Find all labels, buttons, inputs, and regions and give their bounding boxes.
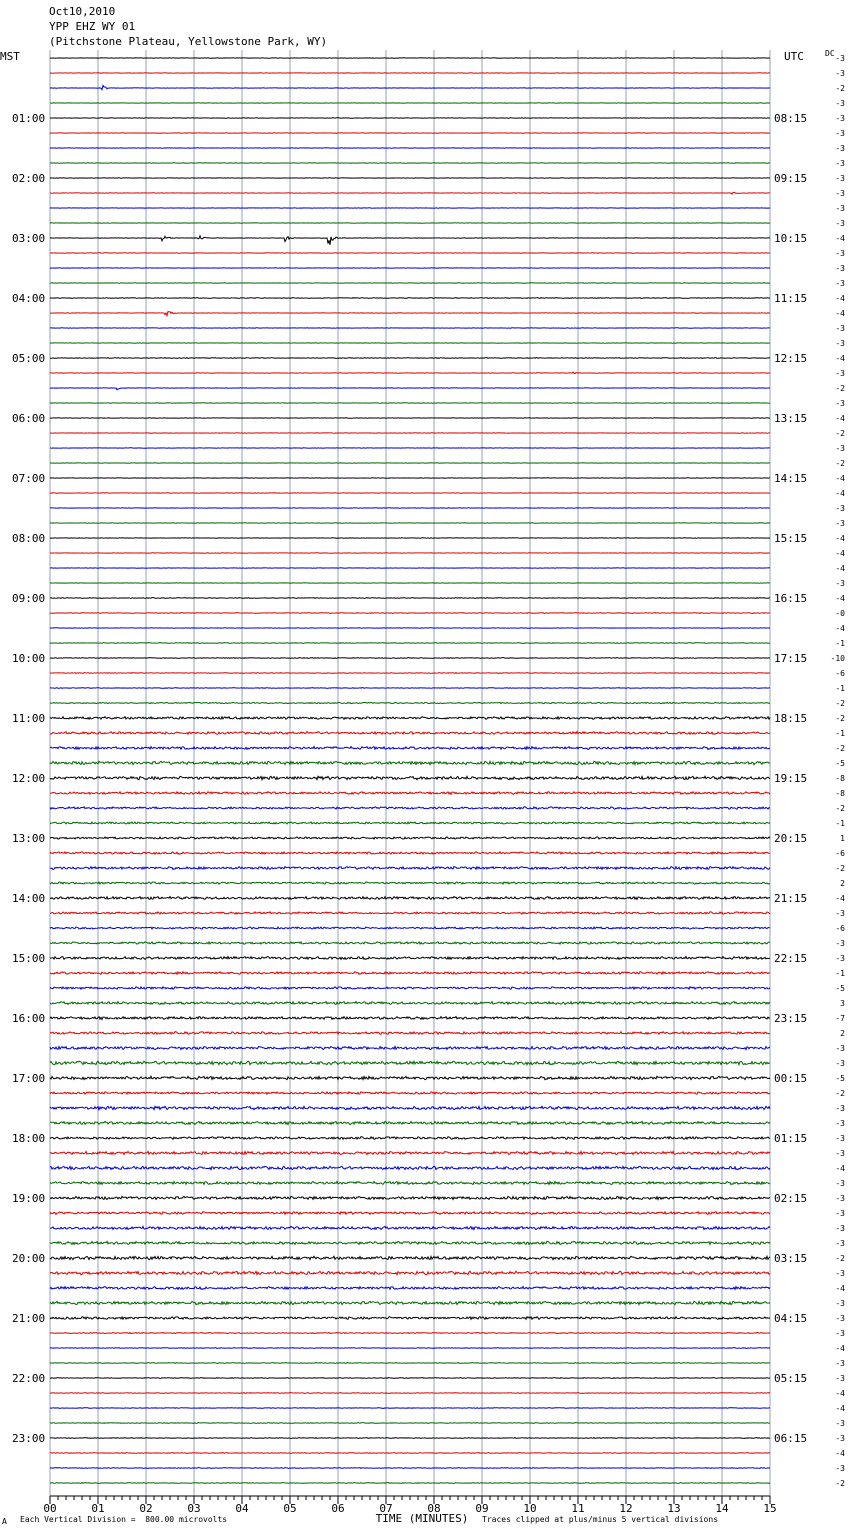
dc-offset-label: -3 (835, 1209, 845, 1218)
station-id: YPP EHZ WY 01 (49, 20, 136, 33)
hour-label-mst: 13:00 (12, 832, 46, 845)
dc-offset-label: -3 (835, 204, 845, 213)
trace-line-26 (50, 448, 770, 449)
mst-zone-label: MST (0, 50, 20, 63)
hour-label-utc: 10:15 (774, 232, 808, 245)
dc-offset-label: -3 (835, 909, 845, 918)
dc-offset-label: -3 (835, 369, 845, 378)
hour-label-utc: 14:15 (774, 472, 808, 485)
trace-line-58 (50, 927, 770, 929)
dc-offset-label: -4 (835, 894, 845, 903)
trace-line-68 (50, 1076, 770, 1079)
dc-offset-label: -3 (835, 339, 845, 348)
trace-line-5 (50, 133, 770, 134)
dc-offset-label: -3 (835, 69, 845, 78)
dc-offset-label: -3 (835, 99, 845, 108)
trace-line-34 (50, 568, 770, 569)
x-tick-label: 05 (283, 1502, 297, 1515)
dc-offset-label: -3 (835, 579, 845, 588)
trace-line-14 (50, 268, 770, 269)
dc-offset-label: -3 (835, 939, 845, 948)
trace-line-51 (50, 822, 770, 824)
dc-offset-label: -4 (835, 624, 845, 633)
trace-line-82 (50, 1287, 770, 1290)
dc-offset-label: -3 (835, 1434, 845, 1443)
trace-line-43 (50, 702, 770, 703)
hour-label-mst: 20:00 (12, 1252, 46, 1265)
trace-line-47 (50, 761, 770, 764)
x-tick-label: 11 (571, 1502, 585, 1515)
dc-offset-label: -4 (835, 549, 845, 558)
trace-line-3 (50, 103, 770, 104)
dc-offset-label: -4 (835, 474, 845, 483)
dc-offset-label: -1 (835, 819, 845, 828)
trace-line-87 (50, 1363, 770, 1364)
hour-label-utc: 06:15 (774, 1432, 808, 1445)
dc-offset-label: -4 (835, 414, 845, 423)
dc-offset-label: -3 (835, 1134, 845, 1143)
trace-line-70 (50, 1106, 770, 1109)
dc-offset-label: -3 (835, 54, 845, 63)
dc-offset-label: -3 (835, 1239, 845, 1248)
x-tick-label: 06 (331, 1502, 345, 1515)
trace-line-81 (50, 1271, 770, 1274)
dc-offset-label: -3 (835, 114, 845, 123)
trace-line-83 (50, 1301, 770, 1304)
trace-line-16 (50, 298, 770, 299)
trace-line-84 (50, 1317, 770, 1320)
trace-line-92 (50, 1438, 770, 1439)
trace-line-54 (50, 867, 770, 870)
trace-line-86 (50, 1348, 770, 1349)
station-location: (Pitchstone Plateau, Yellowstone Park, WY) (49, 35, 328, 48)
dc-offset-label: -3 (835, 1224, 845, 1233)
dc-offset-label: -4 (835, 1164, 845, 1173)
clip-note: Traces clipped at plus/minus 5 vertical divisions (482, 1515, 719, 1524)
dc-offset-label: -4 (835, 594, 845, 603)
trace-line-19 (50, 343, 770, 344)
x-tick-label: 08 (427, 1502, 441, 1515)
hour-label-utc: 04:15 (774, 1312, 808, 1325)
dc-offset-label: -1 (835, 969, 845, 978)
hour-label-mst: 11:00 (12, 712, 46, 725)
trace-line-12 (50, 236, 770, 245)
dc-offset-label: -2 (835, 1479, 845, 1488)
hour-label-utc: 16:15 (774, 592, 808, 605)
dc-offset-label: -3 (835, 1104, 845, 1113)
trace-line-35 (50, 583, 770, 584)
dc-offset-label: -5 (835, 984, 845, 993)
trace-line-42 (50, 688, 770, 689)
dc-offset-label: -3 (835, 1329, 845, 1338)
hour-label-utc: 17:15 (774, 652, 808, 665)
dc-offset-label: -3 (835, 1374, 845, 1383)
dc-offset-label: -2 (835, 1254, 845, 1263)
utc-zone-label: UTC (784, 50, 804, 63)
trace-line-62 (50, 987, 770, 989)
hour-label-utc: 08:15 (774, 112, 808, 125)
trace-line-6 (50, 148, 770, 149)
trace-line-79 (50, 1241, 770, 1244)
dc-offset-label: -3 (835, 144, 845, 153)
hour-label-mst: 14:00 (12, 892, 46, 905)
hour-label-mst: 05:00 (12, 352, 46, 365)
hour-label-utc: 09:15 (774, 172, 808, 185)
dc-offset-label: -3 (835, 954, 845, 963)
dc-offset-label: -3 (835, 189, 845, 198)
dc-column-label: DC (825, 49, 835, 58)
trace-line-17 (50, 312, 770, 316)
trace-line-44 (50, 717, 770, 720)
trace-line-60 (50, 957, 770, 960)
dc-offset-label: -8 (835, 789, 845, 798)
dc-offset-label: -3 (835, 219, 845, 228)
dc-offset-label: -1 (835, 684, 845, 693)
trace-line-8 (50, 178, 770, 179)
dc-offset-label: -3 (835, 279, 845, 288)
dc-offset-label: -3 (835, 1059, 845, 1068)
dc-offset-label: -1 (835, 729, 845, 738)
dc-offset-label: 1 (840, 834, 845, 843)
trace-line-77 (50, 1212, 770, 1215)
dc-offset-label: -3 (835, 1419, 845, 1428)
trace-line-41 (50, 673, 770, 674)
x-tick-label: 01 (91, 1502, 105, 1515)
trace-line-73 (50, 1151, 770, 1154)
dc-offset-label: -4 (835, 1389, 845, 1398)
dc-offset-label: -3 (835, 249, 845, 258)
hour-label-mst: 16:00 (12, 1012, 46, 1025)
dc-offset-label: -5 (835, 1074, 845, 1083)
hour-label-mst: 12:00 (12, 772, 46, 785)
trace-line-31 (50, 523, 770, 524)
trace-line-10 (50, 208, 770, 209)
hour-label-mst: 01:00 (12, 112, 46, 125)
hour-label-mst: 03:00 (12, 232, 46, 245)
dc-offset-label: -4 (835, 294, 845, 303)
trace-line-95 (50, 1483, 770, 1484)
hour-label-mst: 15:00 (12, 952, 46, 965)
x-tick-label: 13 (667, 1502, 681, 1515)
trace-line-91 (50, 1423, 770, 1424)
trace-line-22 (50, 388, 770, 390)
x-tick-label: 10 (523, 1502, 537, 1515)
x-tick-label: 12 (619, 1502, 633, 1515)
hour-label-mst: 02:00 (12, 172, 46, 185)
trace-line-74 (50, 1166, 770, 1169)
trace-line-37 (50, 613, 770, 614)
trace-line-40 (50, 658, 770, 659)
trace-line-71 (50, 1121, 770, 1124)
trace-line-28 (50, 478, 770, 479)
trace-line-64 (50, 1017, 770, 1020)
hour-label-mst: 18:00 (12, 1132, 46, 1145)
dc-offset-label: -3 (835, 444, 845, 453)
trace-line-30 (50, 508, 770, 509)
trace-line-7 (50, 163, 770, 164)
trace-line-11 (50, 223, 770, 224)
dc-offset-label: -3 (835, 1299, 845, 1308)
hour-label-mst: 22:00 (12, 1372, 46, 1385)
hour-label-mst: 07:00 (12, 472, 46, 485)
dc-offset-label: -5 (835, 759, 845, 768)
trace-line-63 (50, 1002, 770, 1005)
hour-label-mst: 04:00 (12, 292, 46, 305)
dc-offset-label: -3 (835, 159, 845, 168)
dc-offset-label: -4 (835, 534, 845, 543)
corner-mark: A (2, 1517, 7, 1526)
trace-line-29 (50, 493, 770, 494)
dc-offset-label: -3 (835, 1044, 845, 1053)
dc-offset-label: -3 (835, 1119, 845, 1128)
dc-offset-label: -2 (835, 744, 845, 753)
dc-offset-label: -2 (835, 864, 845, 873)
trace-line-53 (50, 852, 770, 854)
trace-line-55 (50, 882, 770, 884)
dc-offset-label: -4 (835, 309, 845, 318)
x-tick-label: 00 (43, 1502, 57, 1515)
trace-line-4 (50, 118, 770, 119)
dc-offset-label: -6 (835, 669, 845, 678)
trace-line-21 (50, 372, 770, 374)
dc-offset-label: -4 (835, 1449, 845, 1458)
dc-offset-label: -8 (835, 774, 845, 783)
dc-offset-label: -3 (835, 1464, 845, 1473)
trace-line-49 (50, 792, 770, 795)
dc-offset-label: -3 (835, 174, 845, 183)
trace-line-94 (50, 1468, 770, 1469)
trace-line-33 (50, 553, 770, 554)
trace-line-24 (50, 418, 770, 419)
scale-note: Each Vertical Division = 800.00 microvolts (20, 1515, 228, 1524)
trace-line-27 (50, 463, 770, 464)
trace-line-61 (50, 972, 770, 975)
trace-line-48 (50, 776, 770, 779)
hour-label-mst: 17:00 (12, 1072, 46, 1085)
dc-offset-label: -2 (835, 429, 845, 438)
hour-label-utc: 23:15 (774, 1012, 808, 1025)
trace-line-57 (50, 912, 770, 914)
trace-line-67 (50, 1061, 770, 1065)
trace-line-23 (50, 403, 770, 404)
dc-offset-label: -3 (835, 264, 845, 273)
hour-label-utc: 11:15 (774, 292, 808, 305)
hour-label-utc: 21:15 (774, 892, 808, 905)
trace-line-38 (50, 628, 770, 629)
trace-line-56 (50, 897, 770, 900)
dc-offset-label: -2 (835, 384, 845, 393)
dc-offset-label: -2 (835, 84, 845, 93)
dc-offset-label: -2 (835, 459, 845, 468)
hour-label-utc: 01:15 (774, 1132, 808, 1145)
hour-label-mst: 06:00 (12, 412, 46, 425)
trace-line-32 (50, 538, 770, 539)
x-tick-label: 09 (475, 1502, 489, 1515)
trace-line-50 (50, 807, 770, 809)
trace-line-1 (50, 73, 770, 74)
trace-line-72 (50, 1137, 770, 1140)
dc-offset-label: -7 (835, 1014, 845, 1023)
hour-label-mst: 08:00 (12, 532, 46, 545)
dc-offset-label: -4 (835, 1404, 845, 1413)
hour-label-mst: 23:00 (12, 1432, 46, 1445)
x-tick-label: 03 (187, 1502, 201, 1515)
x-tick-label: 07 (379, 1502, 393, 1515)
trace-line-45 (50, 732, 770, 735)
x-tick-label: 14 (715, 1502, 729, 1515)
dc-offset-label: -6 (835, 849, 845, 858)
dc-offset-label: -4 (835, 234, 845, 243)
trace-line-52 (50, 837, 770, 839)
trace-line-80 (50, 1256, 770, 1259)
dc-offset-label: 2 (840, 879, 845, 888)
dc-offset-label: -3 (835, 1149, 845, 1158)
dc-offset-label: -0 (835, 609, 845, 618)
trace-line-15 (50, 283, 770, 284)
dc-offset-label: -3 (835, 324, 845, 333)
dc-offset-label: -3 (835, 1194, 845, 1203)
hour-label-utc: 00:15 (774, 1072, 808, 1085)
hour-label-utc: 18:15 (774, 712, 808, 725)
hour-label-mst: 09:00 (12, 592, 46, 605)
trace-line-39 (50, 643, 770, 644)
dc-offset-label: -1 (835, 639, 845, 648)
dc-offset-label: -3 (835, 519, 845, 528)
trace-line-66 (50, 1046, 770, 1049)
trace-line-25 (50, 433, 770, 434)
x-axis-label: TIME (MINUTES) (375, 1512, 469, 1525)
trace-line-88 (50, 1378, 770, 1379)
dc-offset-label: -3 (835, 399, 845, 408)
trace-line-2 (50, 85, 770, 89)
x-tick-label: 04 (235, 1502, 249, 1515)
trace-line-65 (50, 1032, 770, 1035)
dc-offset-label: -2 (835, 804, 845, 813)
hour-label-utc: 15:15 (774, 532, 808, 545)
dc-offset-label: -10 (830, 654, 845, 663)
trace-line-13 (50, 253, 770, 254)
trace-line-0 (50, 58, 770, 59)
hour-label-mst: 19:00 (12, 1192, 46, 1205)
trace-line-75 (50, 1181, 770, 1184)
trace-line-89 (50, 1393, 770, 1394)
dc-offset-label: -2 (835, 699, 845, 708)
dc-offset-label: -4 (835, 1284, 845, 1293)
dc-offset-label: -3 (835, 129, 845, 138)
trace-line-59 (50, 942, 770, 944)
hour-label-utc: 22:15 (774, 952, 808, 965)
dc-offset-label: -4 (835, 489, 845, 498)
dc-offset-label: -4 (835, 564, 845, 573)
trace-line-9 (50, 192, 770, 194)
hour-label-mst: 21:00 (12, 1312, 46, 1325)
dc-offset-label: -3 (835, 1179, 845, 1188)
hour-label-mst: 10:00 (12, 652, 46, 665)
dc-offset-label: -2 (835, 1089, 845, 1098)
x-tick-label: 15 (763, 1502, 777, 1515)
hour-label-utc: 20:15 (774, 832, 808, 845)
hour-label-utc: 05:15 (774, 1372, 808, 1385)
dc-offset-label: -3 (835, 504, 845, 513)
x-tick-label: 02 (139, 1502, 153, 1515)
trace-line-76 (50, 1196, 770, 1199)
dc-offset-label: 3 (840, 999, 845, 1008)
dc-offset-label: -2 (835, 714, 845, 723)
trace-line-36 (50, 598, 770, 599)
hour-label-utc: 03:15 (774, 1252, 808, 1265)
dc-offset-label: -3 (835, 1359, 845, 1368)
dc-offset-label: -3 (835, 1269, 845, 1278)
trace-line-69 (50, 1092, 770, 1094)
hour-label-utc: 02:15 (774, 1192, 808, 1205)
hour-label-utc: 12:15 (774, 352, 808, 365)
dc-offset-label: -3 (835, 1314, 845, 1323)
trace-line-18 (50, 328, 770, 329)
trace-line-20 (50, 358, 770, 359)
hour-label-utc: 19:15 (774, 772, 808, 785)
trace-line-90 (50, 1408, 770, 1409)
dc-offset-label: -6 (835, 924, 845, 933)
dc-offset-label: -4 (835, 1344, 845, 1353)
dc-offset-label: 2 (840, 1029, 845, 1038)
dc-offset-label: -4 (835, 354, 845, 363)
chart-date: Oct10,2010 (49, 5, 116, 18)
trace-line-46 (50, 747, 770, 750)
hour-label-utc: 13:15 (774, 412, 808, 425)
trace-line-93 (50, 1453, 770, 1454)
trace-line-78 (50, 1226, 770, 1229)
trace-line-85 (50, 1332, 770, 1333)
